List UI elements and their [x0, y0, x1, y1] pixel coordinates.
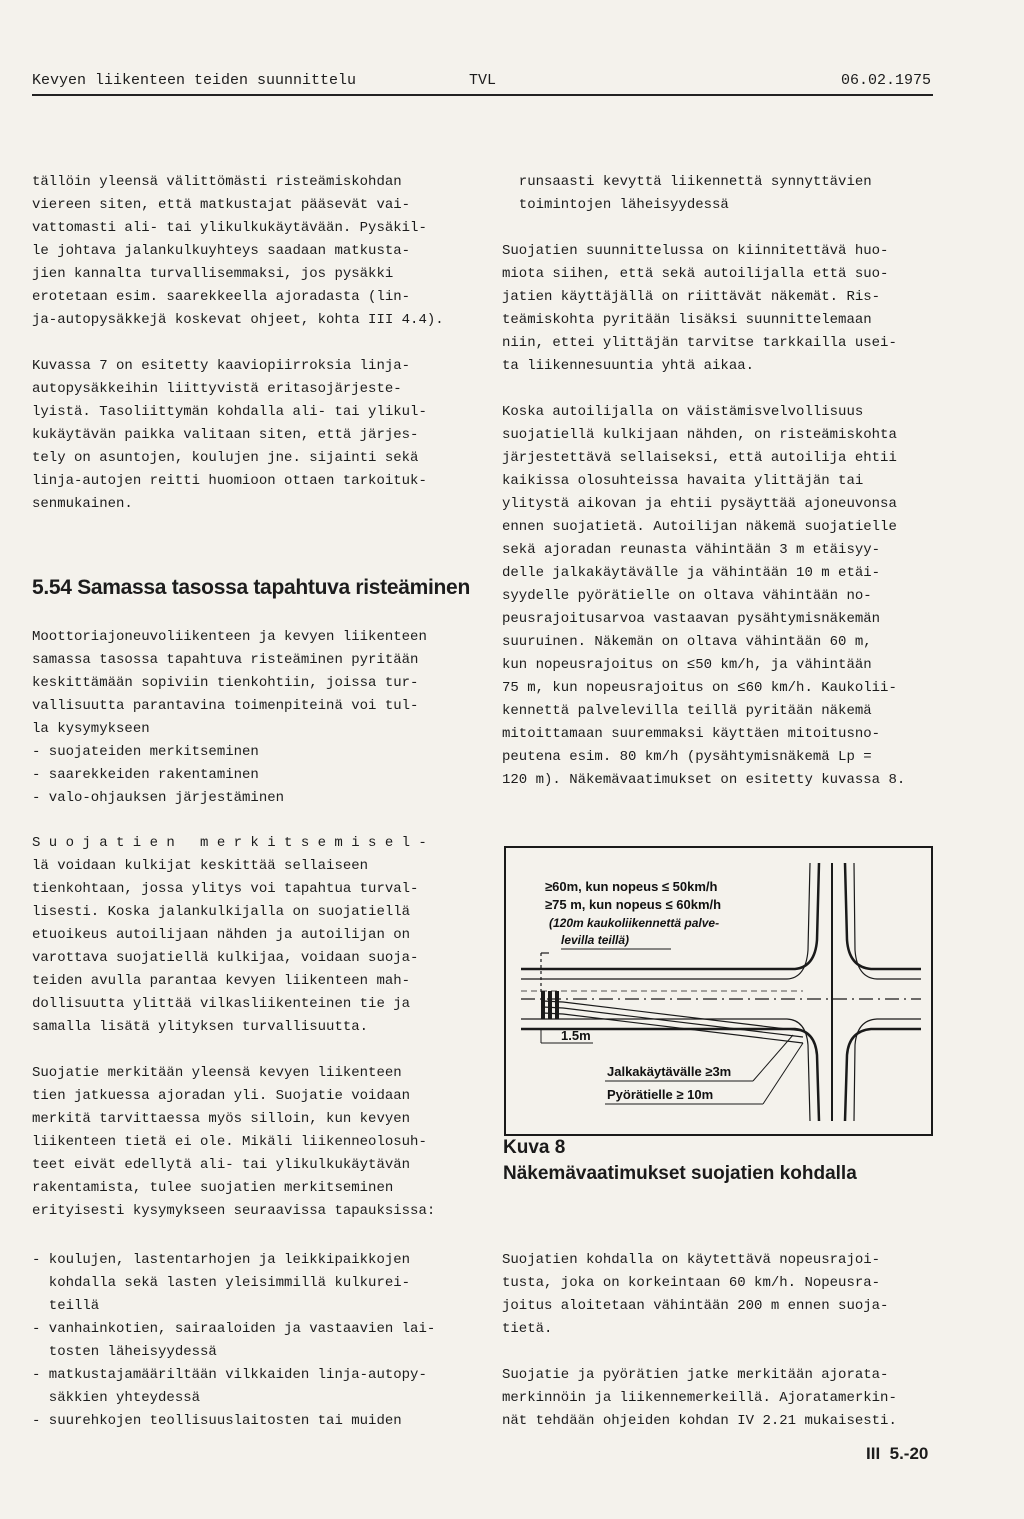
text-line: niin, ettei ylittäjän tarvitse tarkkailla usei- — [502, 335, 897, 351]
paragraph-crosswalk-benefits — [32, 832, 435, 1039]
list-item: - valo-ohjauksen järjestäminen — [32, 790, 285, 806]
text-line: kaikissa olosuhteissa havaita ylittäjän tai — [502, 473, 864, 489]
text-line: peusrajoitusarvoa vastaavan pysähtymisnäkemän — [502, 611, 881, 627]
label-sidewalk-distance: Jalkakäytävälle ≥3m — [607, 1064, 732, 1079]
list-item-continuation: säkkien yhteydessä — [32, 1390, 201, 1406]
header-date: 06.02.1975 — [841, 72, 932, 89]
text-line: Suojatie merkitään yleensä kevyen liikenteen — [32, 1065, 402, 1081]
text-line: senmukainen. — [32, 496, 133, 512]
text-line: tusta, joka on korkeintaan 60 km/h. Nopeusra- — [502, 1275, 881, 1291]
header-org: TVL — [469, 72, 497, 89]
list-item-continuation: kohdalla sekä lasten yleisimmillä kulkurei- — [32, 1275, 411, 1291]
text-line: Suojatie ja pyörätien jatke merkitään ajorata- — [502, 1367, 889, 1383]
text-line: kennettä palvelevilla teillä pyritään näkemä — [502, 703, 872, 719]
text-line: lä voidaan kulkijat keskittää sellaiseen — [32, 858, 369, 874]
paragraph-stop-placement — [32, 171, 444, 332]
text-line: lyistä. Tasoliittymän kohdalla ali- tai ylikul- — [32, 404, 427, 420]
text-line: viereen siten, että matkustajat pääsevät vai- — [32, 197, 411, 213]
text-line: linja-autojen reitti huomioon ottaen tarkoituk- — [32, 473, 427, 489]
paragraph-visibility-design — [502, 240, 905, 378]
text-line: teet eivät edellytä ali- tai ylikulkukäytävän — [32, 1157, 411, 1173]
road-edge-bottom-right — [845, 1029, 921, 1121]
text-line: miota siihen, että sekä autoilijalla että suo- — [502, 266, 889, 282]
left-column-section-intro — [32, 626, 427, 810]
right-column-upper — [502, 171, 905, 792]
text-line: merkinnöin ja liikennemerkeillä. Ajoratamerkin- — [502, 1390, 897, 1406]
text-line: liikenteen tietä ei ole. Mikäli liikenneolosuh- — [32, 1134, 427, 1150]
text-line: jien kannalta turvallisemmaksi, jos pysäkki — [32, 266, 394, 282]
list-item: - vanhainkotien, sairaaloiden ja vastaavien lai- — [32, 1321, 436, 1337]
text-line: kukäytävän paikka valitaan siten, että järjes- — [32, 427, 419, 443]
page-header — [32, 72, 933, 96]
text-line: varottava suojatiellä kulkijaa, voidaan suoja- — [32, 950, 419, 966]
text-line: suojatiellä kulkijaan nähden, on risteämiskohta — [502, 427, 897, 443]
text-line: Koska autoilijalla on väistämisvelvollisuus — [502, 404, 864, 420]
right-column-lower — [502, 1249, 897, 1433]
text-line: rakentamista, tulee suojatien merkitseminen — [32, 1180, 394, 1196]
text-line: la kysymykseen — [32, 721, 150, 737]
text-line: nät tehdään ohjeiden kohdan IV 2.21 mukaisesti. — [502, 1413, 897, 1429]
text-line: lisesti. Koska jalankulkijalla on suojatiellä — [32, 904, 411, 920]
text-line: peutena esim. 80 km/h (pysähtymisnäkemä Lp = — [502, 749, 872, 765]
text-line: syydelle pyörätielle on oltava vähintään no- — [502, 588, 872, 604]
list-item: - suurehkojen teollisuuslaitosten tai muiden — [32, 1413, 402, 1429]
text-line: ta liikennesuuntia yhtä aikaa. — [502, 358, 755, 374]
section-heading: 5.54 Samassa tasossa tapahtuva risteäminen — [32, 576, 470, 599]
list-item: - suojateiden merkitseminen — [32, 744, 259, 760]
paragraph-crosswalk-cases — [32, 1062, 435, 1223]
figure-caption — [503, 1135, 857, 1187]
text-line: erityisesti kysymykseen seuraavissa tapauksissa: — [32, 1203, 436, 1219]
text-line: tietä. — [502, 1321, 553, 1337]
header-title: Kevyen liikenteen teiden suunnittelu — [32, 72, 357, 89]
left-column-crosswalk-marking — [32, 832, 435, 1223]
text-line: erotetaan esim. saarekkeella ajoradasta (lin- — [32, 289, 411, 305]
text-line: Kuvassa 7 on esitetty kaaviopiirroksia linja- — [32, 358, 411, 374]
list-item-continuation: runsaasti kevyttä liikennettä synnyttävien — [502, 174, 872, 190]
label-bikepath-distance: Pyörätielle ≥ 10m — [607, 1087, 714, 1102]
list-item-continuation: teillä — [32, 1298, 100, 1314]
text-line: tällöin yleensä välittömästi risteämiskohdan — [32, 174, 402, 190]
text-line: dollisuutta ylittää vilkasliikenteinen tie ja — [32, 996, 411, 1012]
list-item: - matkustajamääriltään vilkkaiden linja-autopy- — [32, 1367, 427, 1383]
sight-distance-label-3: (120m kaukoliikennettä palve- — [549, 916, 720, 930]
text-line: 75 m, kun nopeusrajoitus on ≤60 km/h. Kaukolii- — [502, 680, 897, 696]
text-line: le johtava jalankulkuyhteys saadaan matkusta- — [32, 243, 411, 259]
text-line: tien jatkuessa ajoradan yli. Suojatie voidaan — [32, 1088, 411, 1104]
paragraph-marking-rules — [502, 1364, 897, 1433]
text-line: vattomasti ali- tai ylikulkukäytävään. Pysäkil- — [32, 220, 427, 236]
text-line: sekä ajoradan reunasta vähintään 3 m etäisyy- — [502, 542, 881, 558]
sight-distance-label-4: levilla teillä) — [561, 933, 630, 947]
text-line: ennen suojatietä. Autoilijan näkemä suojatielle — [502, 519, 897, 535]
text-line: ja-autopysäkkejä koskevat ohjeet, kohta III 4.4). — [32, 312, 444, 328]
text-line: Suojatien kohdalla on käytettävä nopeusrajoi- — [502, 1252, 881, 1268]
paragraph-sight-requirements — [502, 401, 905, 792]
figure-number: Kuva 8 — [503, 1137, 566, 1158]
text-line: keskittämään sopiviin tienkohtiin, joissa tur- — [32, 675, 419, 691]
sight-distance-label-1: ≥60m, kun nopeus ≤ 50km/h — [545, 879, 718, 894]
text-line: etuoikeus autoilijaan nähden ja autoilijan on — [32, 927, 411, 943]
text-line: suuruinen. Näkemän on oltava vähintään 60 m, — [502, 634, 872, 650]
text-line: tienkohtaan, jossa ylitys voi tapahtua turval- — [32, 881, 419, 897]
text-line: delle jalkakäytävälle ja vähintään 10 m etäi- — [502, 565, 881, 581]
text-line: joitus aloitetaan vähintään 200 m ennen suoja- — [502, 1298, 889, 1314]
text-line: teämiskohta pyritään lisäksi suunnittelemaan — [502, 312, 872, 328]
text-line: vallisuutta parantavina toimenpiteinä voi tul- — [32, 698, 419, 714]
text-line: tely on asuntojen, koulujen jne. sijainti sekä — [32, 450, 419, 466]
text-line: teiden avulla parantaa kevyen liikenteen mah- — [32, 973, 411, 989]
list-item-continuation: tosten läheisyydessä — [32, 1344, 217, 1360]
text-line: 120 m). Näkemävaatimukset on esitetty kuvassa 8. — [502, 772, 906, 788]
left-column-intro — [32, 171, 444, 516]
text-line: ylitystä aikovan ja ehtii pysäyttää ajoneuvonsa — [502, 496, 897, 512]
text-line: Suojatien suunnittelussa on kiinnitettävä huo- — [502, 243, 889, 259]
text-line: järjestettävä sellaiseksi, että autoilija ehtii — [502, 450, 897, 466]
page-number: III 5.-20 — [866, 1444, 929, 1463]
text-line: jatien käyttäjällä on riittävät näkemät. Ris- — [502, 289, 881, 305]
crosswalk-stripes — [541, 991, 559, 1019]
paragraph-list-continuation — [502, 171, 905, 217]
list-item: - koulujen, lastentarhojen ja leikkipaikkojen — [32, 1252, 411, 1268]
text-line: merkitä tarvittaessa myös silloin, kun kevyen — [32, 1111, 411, 1127]
text-line: samassa tasossa tapahtuva risteäminen pyritään — [32, 652, 419, 668]
text-line: mitoittamaan suuremmaksi käyttäen mitoitusno- — [502, 726, 881, 742]
left-column-case-list — [32, 1249, 435, 1433]
text-line: autopysäkkeihin liittyvistä eritasojärjeste- — [32, 381, 402, 397]
list-item-continuation: toimintojen läheisyydessä — [502, 197, 729, 213]
figure-title: Näkemävaatimukset suojatien kohdalla — [503, 1163, 857, 1184]
sight-distance-label-2: ≥75 m, kun nopeus ≤ 60km/h — [545, 897, 722, 912]
figure-8-diagram — [503, 845, 934, 1137]
paragraph-speed-limit — [502, 1249, 897, 1341]
dimension-1-5m: 1.5m — [561, 1028, 591, 1043]
text-line: Moottoriajoneuvoliikenteen ja kevyen liikenteen — [32, 629, 427, 645]
emphasized-text-line: Suojatien merkitsemisel- — [32, 835, 436, 851]
road-edge-top-right — [845, 863, 921, 969]
text-line: samalla lisätä ylityksen turvallisuutta. — [32, 1019, 369, 1035]
text-line: kun nopeusrajoitus on ≤50 km/h, ja vähintään — [502, 657, 872, 673]
paragraph-figure7-reference — [32, 355, 444, 516]
list-item: - saarekkeiden rakentaminen — [32, 767, 259, 783]
